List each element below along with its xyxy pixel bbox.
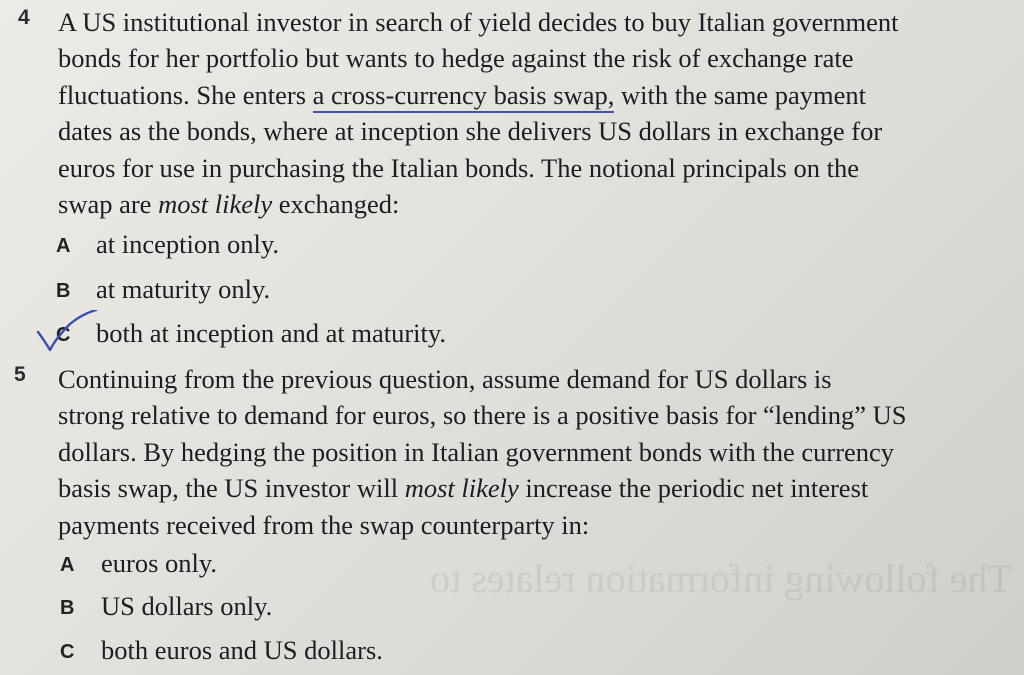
underlined-term: a cross-currency basis swap, [313,80,615,113]
stem-line: bonds for her portfolio but wants to hedge against the risk of exchange rate [58,43,854,74]
stem-line: dates as the bonds, where at inception she delivers US dollars in exchange for [58,116,883,147]
answer-option-a[interactable] [0,545,700,581]
option-text: both at inception and at maturity. [96,318,447,348]
answer-option-c[interactable] [0,315,700,351]
option-text: euros only. [101,548,218,578]
answer-option-c[interactable] [0,632,700,668]
stem-line: A US institutional investor in search of yield decides to buy Italian government [58,7,899,37]
option-text: US dollars only. [101,591,273,621]
answer-option-b[interactable] [0,588,700,624]
answer-option-a[interactable] [0,226,700,262]
stem-line: Continuing from the previous question, assume demand for US dollars is [58,364,832,394]
stem-line: fluctuations. She enters a cross-currency basis swap, with the same payment [58,77,1008,113]
option-letter: A [60,554,75,576]
question-number: 5 [14,363,26,386]
answer-option-b[interactable] [0,271,700,307]
option-letter: C [60,641,75,663]
stem-line: strong relative to demand for euros, so there is a positive basis for “lending” US [58,400,907,431]
option-text: both euros and US dollars. [101,635,383,665]
stem-line: euros for use in purchasing the Italian bonds. The notional principals on the [58,152,859,183]
bleed-through-text: The following information relates to [430,556,1013,601]
option-text: at maturity only. [96,274,271,304]
option-text: at inception only. [96,229,280,259]
stem-line: swap are most likely exchanged: [58,189,400,220]
stem-line: dollars. By hedging the position in Italian government bonds with the currency [58,436,895,467]
question-number: 4 [18,6,30,29]
question-stem [58,361,1008,543]
option-letter: C [56,324,71,346]
stem-line: basis swap, the US investor will most likely increase the periodic net interest [58,473,869,504]
handwritten-check-icon [34,310,104,360]
option-letter: A [56,235,71,257]
stem-line: payments received from the swap counterparty in: [58,509,590,540]
option-letter: B [56,280,71,302]
option-letter: B [60,597,75,619]
question-stem [58,4,1008,222]
